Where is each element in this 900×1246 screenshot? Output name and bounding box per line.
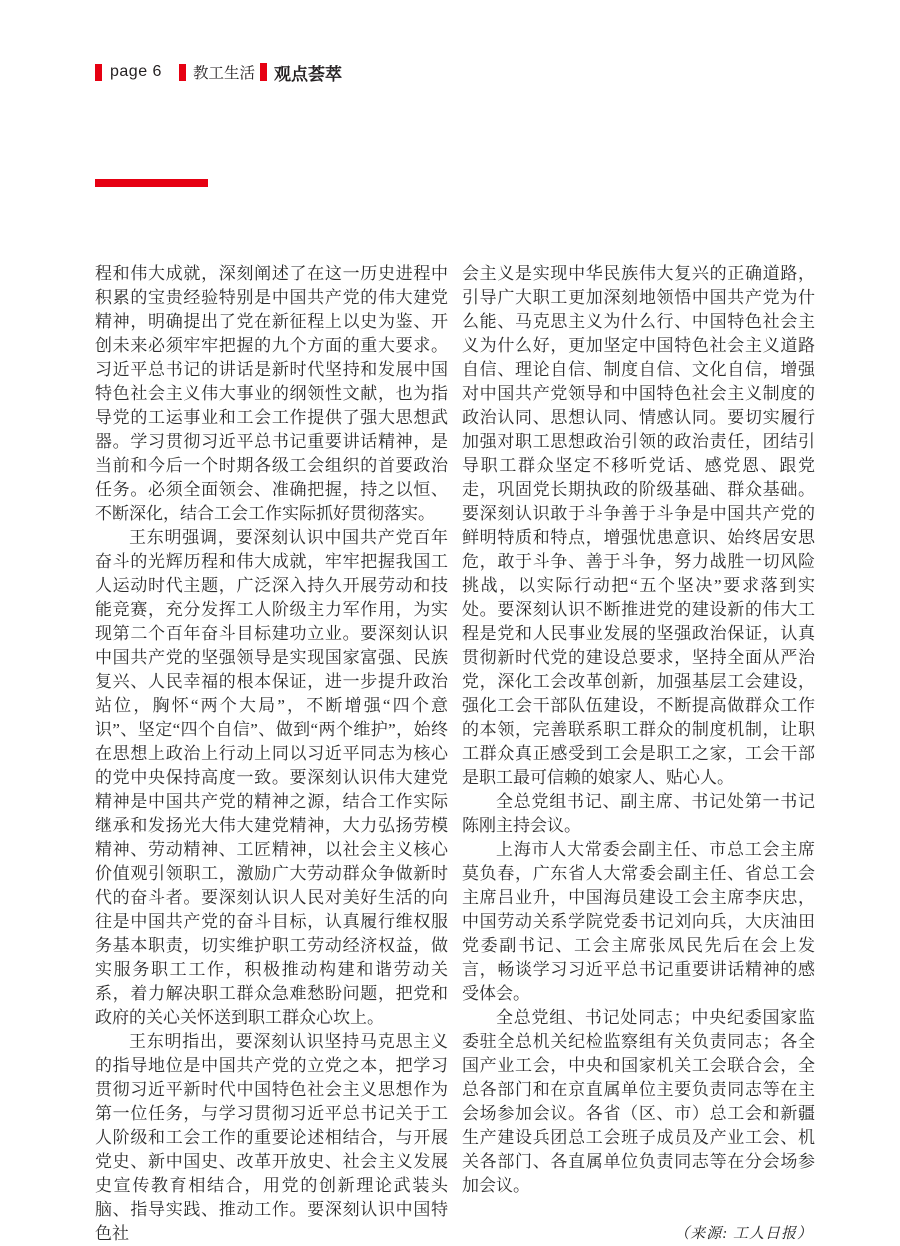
red-divider-bar	[95, 179, 208, 187]
right-column	[462, 262, 815, 1246]
paragraph: 全总党组、书记处同志；中央纪委国家监委驻全总机关纪检监察组有关负责同志；各全国产业工会，中央和国家机关工会联合会，全总各部门和在京直属单位主要负责同志等在主会场参加会议。各省（区、市）总工会和新疆生产建设兵团总工会班子成员及产业工会、机关各部门、各直属单位负责同志等在分会场参加会议。	[462, 1008, 815, 1195]
article-body	[95, 262, 816, 1246]
paragraph-continuation: 程和伟大成就，深刻阐述了在这一历史进程中积累的宝贵经验特别是中国共产党的伟大建党精神，明确提出了党在新征程上以史为鉴、开创未来必须牢牢把握的九个方面的重大要求。习近平总书记的讲话是新时代坚持和发展中国特色社会主义伟大事业的纲领性文献，也为指导党的工运事业和工会工作提供了强大思想武器。学习贯彻习近平总书记重要讲话精神，是当前和今后一个时期各级工会组织的首要政治任务。必须全面领会、准确把握，持之以恒、不断深化，结合工会工作实际抓好贯彻落实。	[95, 264, 448, 523]
page-header	[95, 61, 342, 83]
paragraph-continuation: 会主义是实现中华民族伟大复兴的正确道路，引导广大职工更加深刻地领悟中国共产党为什么能、马克思主义为什么行、中国特色社会主义为什么好，更加坚定中国特色社会主义道路自信、理论自信、制度自信、文化自信，增强对中国共产党领导和中国特色社会主义制度的政治认同、思想认同、情感认同。要切实履行加强对职工思想政治引领的政治责任，团结引导职工群众坚定不移听党话、感党恩、跟党走，巩固党长期执政的阶级基础、群众基础。要深刻认识敢于斗争善于斗争是中国共产党的鲜明特质和特点，增强忧患意识、始终居安思危，敢于斗争、善于斗争，努力战胜一切风险挑战，以实际行动把“五个坚决”要求落到实处。要深刻认识不断推进党的建设新的伟大工程是党和人民事业发展的坚强政治保证，认真贯彻新时代党的建设总要求，坚持全面从严治党，深化工会改革创新，加强基层工会建设，强化工会干部队伍建设，不断提高做群众工作的本领，完善联系职工群众的制度机制，让职工群众真正感受到工会是职工之家，工会干部是职工最可信赖的娘家人、贴心人。	[462, 264, 815, 787]
red-tick-icon	[95, 64, 102, 81]
page-number-label: page 6	[110, 63, 162, 80]
paragraph: 王东明指出，要深刻认识坚持马克思主义的指导地位是中国共产党的立党之本，把学习贯彻习近平新时代中国特色社会主义思想作为第一位任务，与学习贯彻习近平总书记关于工人阶级和工会工作的重要论述相结合，与开展党史、新中国史、改革开放史、社会主义发展史宣传教育相结合，用党的创新理论武装头脑、指导实践、推动工作。要深刻认识中国特色社	[95, 1032, 448, 1243]
column-title: 观点荟萃	[273, 64, 342, 84]
left-column	[95, 262, 448, 1246]
red-tick-icon	[260, 63, 267, 81]
source-attribution: （来源: 工人日报）	[674, 1226, 813, 1242]
paragraph: 全总党组书记、副主席、书记处第一书记陈刚主持会议。	[462, 792, 815, 835]
paragraph: 上海市人大常委会副主任、市总工会主席莫负春，广东省人大常委会副主任、省总工会主席吕业升，中国海员建设工会主席李庆忠，中国劳动关系学院党委书记刘向兵，大庆油田党委副书记、工会主席张凤民先后在会上发言，畅谈学习习近平总书记重要讲话精神的感受体会。	[462, 840, 815, 1003]
section-title: 教工生活	[192, 65, 255, 82]
red-tick-icon	[179, 64, 186, 81]
paragraph: 王东明强调，要深刻认识中国共产党百年奋斗的光辉历程和伟大成就，牢牢把握我国工人运动时代主题，广泛深入持久开展劳动和技能竞赛，充分发挥工人阶级主力军作用，为实现第二个百年奋斗目标建功立业。要深刻认识中国共产党的坚强领导是实现国家富强、民族复兴、人民幸福的根本保证，进一步提升政治站位，胸怀“两个大局”，不断增强“四个意识”、坚定“四个自信”、做到“两个维护”，始终在思想上政治上行动上同以习近平同志为核心的党中央保持高度一致。要深刻认识伟大建党精神是中国共产党的精神之源，结合工作实际继承和发扬光大伟大建党精神，大力弘扬劳模精神、劳动精神、工匠精神，以社会主义核心价值观引领职工，激励广大劳动群众争做新时代的奋斗者。要深刻认识人民对美好生活的向往是中国共产党的奋斗目标，认真履行维权服务基本职责，切实维护职工劳动经济权益，做实服务职工工作，积极推动构建和谐劳动关系，着力解决职工群众急难愁盼问题，把党和政府的关心关怀送到职工群众心坎上。	[95, 528, 448, 1027]
